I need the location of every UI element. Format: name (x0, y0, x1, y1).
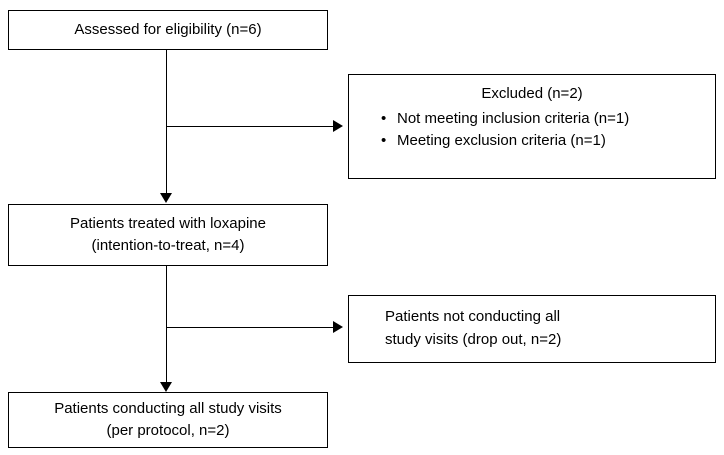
connector-branch-to-dropout (166, 327, 334, 328)
node-assessed-line-1: Assessed for eligibility (n=6) (74, 21, 262, 39)
bullet-dot-icon: • (381, 132, 387, 149)
node-treated-line-2: (intention-to-treat, n=4) (91, 237, 245, 254)
node-patients-treated (8, 204, 328, 266)
node-patients-per-protocol (8, 392, 328, 448)
node-excluded-bullet-1-text: Not meeting inclusion criteria (n=1) (397, 109, 630, 127)
node-treated-line-1: Patients treated with loxapine (70, 215, 266, 233)
connector-vertical-main-upper (166, 50, 167, 195)
node-excluded-bullet-2 (359, 130, 705, 153)
connector-vertical-main-lower (166, 266, 167, 384)
node-excluded-title: Excluded (n=2) (481, 85, 583, 102)
arrow-right-to-dropout (333, 321, 343, 333)
node-excluded-bullet-1 (359, 108, 705, 131)
arrow-down-to-treated (160, 193, 172, 203)
arrow-right-to-excluded (333, 120, 343, 132)
node-dropout-line-1: Patients not conducting all (385, 308, 561, 325)
bullet-dot-icon: • (381, 109, 387, 127)
node-patients-dropout (348, 295, 716, 363)
node-dropout-line-2: study visits (drop out, n=2) (385, 330, 562, 348)
node-per-protocol-line-1: Patients conducting all study visits (54, 400, 282, 418)
connector-branch-to-excluded (166, 126, 334, 127)
node-excluded (348, 74, 716, 179)
node-assessed-for-eligibility (8, 10, 328, 50)
node-excluded-bullet-list (359, 108, 705, 153)
node-per-protocol-line-2: (per protocol, n=2) (106, 422, 230, 439)
arrow-down-to-per-protocol (160, 382, 172, 392)
node-excluded-bullet-2-text: Meeting exclusion criteria (n=1) (397, 132, 606, 149)
